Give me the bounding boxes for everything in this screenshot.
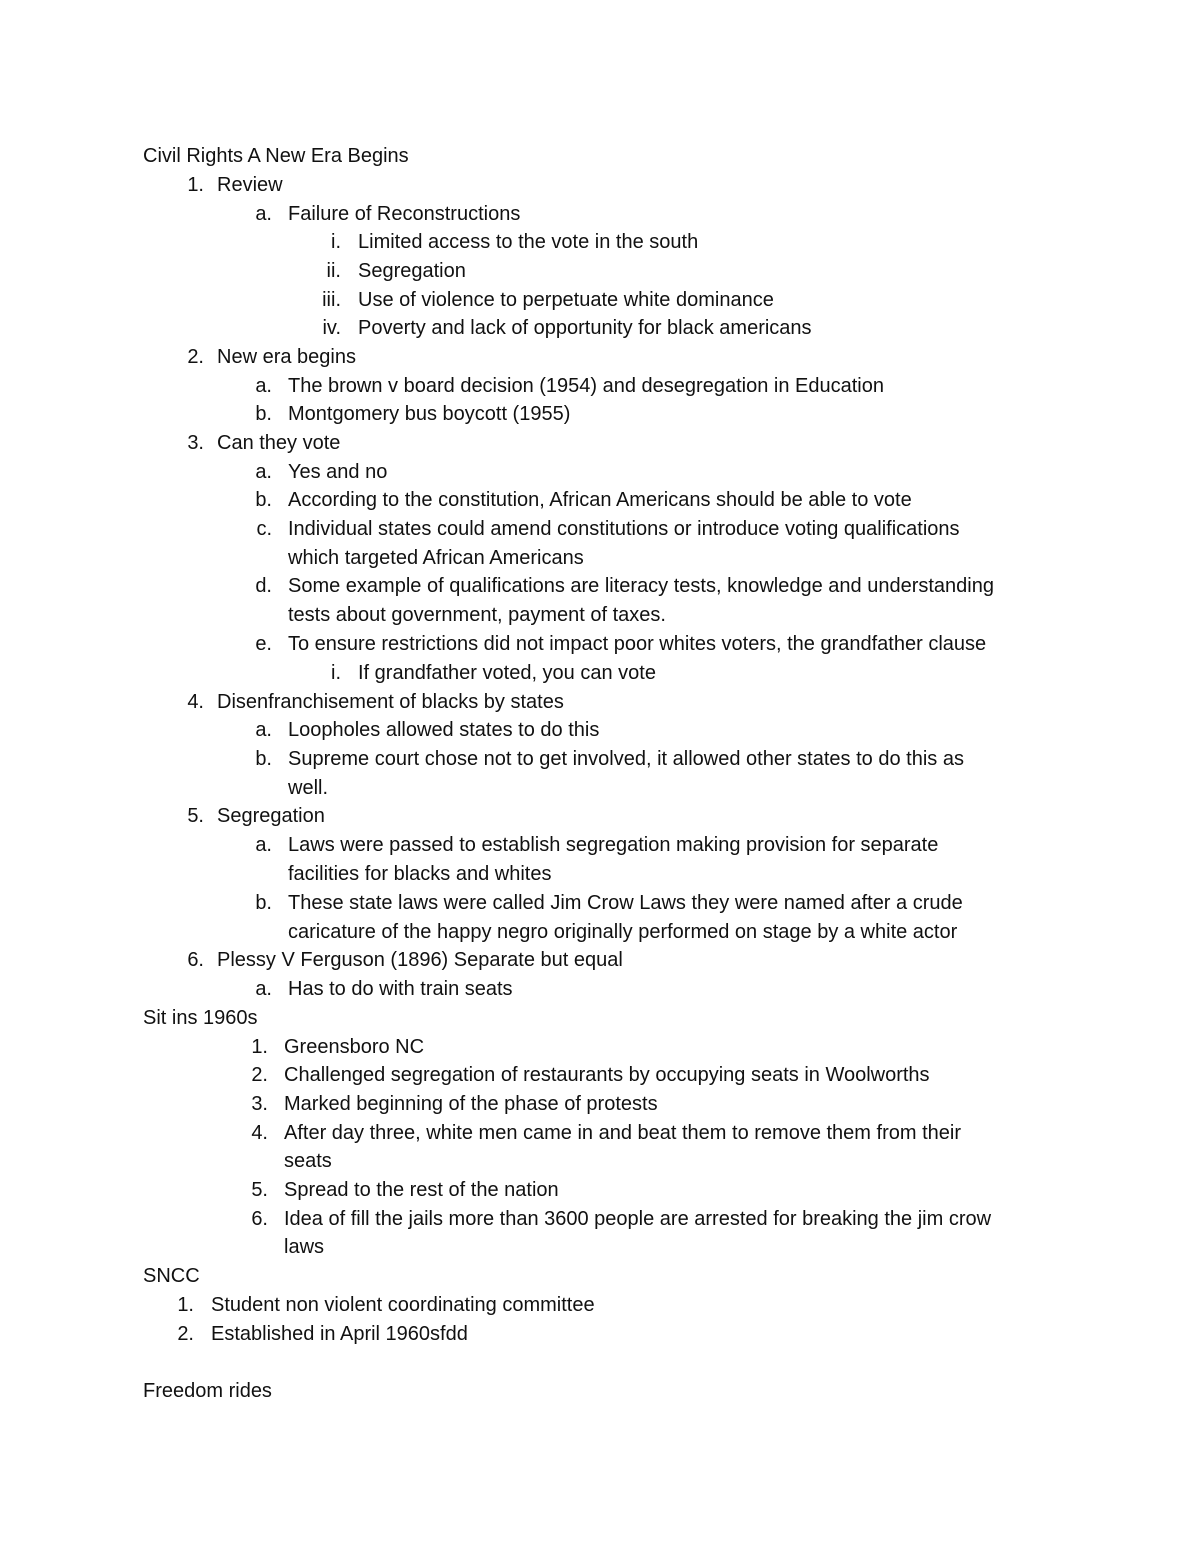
list-marker: 6. bbox=[251, 1208, 268, 1230]
list-item-continuation bbox=[0, 1147, 1200, 1175]
list-item-text: seats bbox=[284, 1150, 332, 1172]
list-marker: a. bbox=[255, 719, 272, 741]
section-heading bbox=[0, 1004, 1200, 1032]
list-marker: a. bbox=[255, 461, 272, 483]
list-marker: 6. bbox=[187, 949, 204, 971]
list-item bbox=[0, 400, 1200, 428]
list-marker: a. bbox=[255, 834, 272, 856]
list-item-text: The brown v board decision (1954) and desegregation in Education bbox=[288, 375, 884, 397]
list-marker: ii. bbox=[326, 260, 341, 282]
list-item-text: Supreme court chose not to get involved, it allowed other states to do this as bbox=[288, 748, 964, 770]
list-item-text: Segregation bbox=[217, 805, 325, 827]
list-item-text: Limited access to the vote in the south bbox=[358, 231, 699, 253]
list-marker: b. bbox=[255, 748, 272, 770]
list-item-text: Use of violence to perpetuate white dominance bbox=[358, 289, 774, 311]
list-item bbox=[0, 228, 1200, 256]
section-title: Freedom rides bbox=[143, 1380, 272, 1402]
section-title: Sit ins 1960s bbox=[143, 1007, 258, 1029]
list-item bbox=[0, 458, 1200, 486]
list-marker: 1. bbox=[251, 1036, 268, 1058]
list-item-text: New era begins bbox=[217, 346, 356, 368]
list-item bbox=[0, 889, 1200, 917]
list-item bbox=[0, 1119, 1200, 1147]
list-marker: i. bbox=[331, 231, 341, 253]
list-marker: a. bbox=[255, 375, 272, 397]
list-item bbox=[0, 200, 1200, 228]
list-item-text: If grandfather voted, you can vote bbox=[358, 662, 656, 684]
list-marker: 2. bbox=[251, 1064, 268, 1086]
list-item bbox=[0, 286, 1200, 314]
list-item-text: Individual states could amend constitutions or introduce voting qualifications bbox=[288, 518, 960, 540]
list-marker: 2. bbox=[177, 1323, 194, 1345]
list-item-continuation bbox=[0, 601, 1200, 629]
list-marker: e. bbox=[255, 633, 272, 655]
list-item-text: Can they vote bbox=[217, 432, 341, 454]
list-item-text: Marked beginning of the phase of protests bbox=[284, 1093, 658, 1115]
list-item bbox=[0, 1033, 1200, 1061]
list-item-text: Yes and no bbox=[288, 461, 388, 483]
list-item-text: Idea of fill the jails more than 3600 people are arrested for breaking the jim crow bbox=[284, 1208, 992, 1230]
list-item bbox=[0, 572, 1200, 600]
list-item bbox=[0, 429, 1200, 457]
list-marker: d. bbox=[255, 575, 272, 597]
list-marker: 3. bbox=[251, 1093, 268, 1115]
list-item bbox=[0, 659, 1200, 687]
list-item-text: Segregation bbox=[358, 260, 466, 282]
list-item bbox=[0, 171, 1200, 199]
list-item-text: well. bbox=[288, 777, 329, 799]
list-item-text: Failure of Reconstructions bbox=[288, 203, 521, 225]
list-item-text: According to the constitution, African Americans should be able to vote bbox=[288, 489, 912, 511]
list-item-continuation bbox=[0, 774, 1200, 802]
list-marker: i. bbox=[331, 662, 341, 684]
list-item-text: Student non violent coordinating committee bbox=[211, 1294, 595, 1316]
list-item-text: Spread to the rest of the nation bbox=[284, 1179, 559, 1201]
list-item-text: Challenged segregation of restaurants by occupying seats in Woolworths bbox=[284, 1064, 930, 1086]
list-marker: 5. bbox=[187, 805, 204, 827]
list-marker: b. bbox=[255, 403, 272, 425]
list-item bbox=[0, 372, 1200, 400]
list-item-continuation bbox=[0, 860, 1200, 888]
list-marker: 3. bbox=[187, 432, 204, 454]
list-item bbox=[0, 630, 1200, 658]
list-item bbox=[0, 975, 1200, 1003]
section-heading bbox=[0, 1377, 1200, 1405]
list-item-text: Laws were passed to establish segregation making provision for separate bbox=[288, 834, 939, 856]
list-item-text: caricature of the happy negro originally performed on stage by a white actor bbox=[288, 921, 958, 943]
list-marker: b. bbox=[255, 892, 272, 914]
list-item bbox=[0, 831, 1200, 859]
list-marker: iii. bbox=[322, 289, 341, 311]
list-item bbox=[0, 486, 1200, 514]
list-item-text: laws bbox=[284, 1236, 325, 1258]
list-item bbox=[0, 1320, 1200, 1348]
list-marker: 5. bbox=[251, 1179, 268, 1201]
list-item bbox=[0, 314, 1200, 342]
list-item-text: facilities for blacks and whites bbox=[288, 863, 552, 885]
list-item-text: which targeted African Americans bbox=[288, 547, 584, 569]
list-item bbox=[0, 802, 1200, 830]
list-marker: iv. bbox=[322, 317, 341, 339]
list-item-text: Disenfranchisement of blacks by states bbox=[217, 691, 564, 713]
list-item bbox=[0, 1061, 1200, 1089]
section-heading bbox=[0, 1262, 1200, 1290]
list-item bbox=[0, 688, 1200, 716]
section-title: Civil Rights A New Era Begins bbox=[143, 145, 409, 167]
list-marker: c. bbox=[256, 518, 272, 540]
list-item bbox=[0, 1291, 1200, 1319]
list-item-text: Greensboro NC bbox=[284, 1036, 425, 1058]
list-item bbox=[0, 1090, 1200, 1118]
list-marker: a. bbox=[255, 978, 272, 1000]
list-item-text: After day three, white men came in and beat them to remove them from their bbox=[284, 1122, 961, 1144]
list-marker: 1. bbox=[177, 1294, 194, 1316]
list-item bbox=[0, 716, 1200, 744]
list-marker: 4. bbox=[251, 1122, 268, 1144]
list-item-text: Montgomery bus boycott (1955) bbox=[288, 403, 571, 425]
list-item-text: To ensure restrictions did not impact poor whites voters, the grandfather clause bbox=[288, 633, 987, 655]
list-item-text: Established in April 1960sfdd bbox=[211, 1323, 468, 1345]
list-item-continuation bbox=[0, 918, 1200, 946]
list-item bbox=[0, 515, 1200, 543]
list-item bbox=[0, 1176, 1200, 1204]
list-marker: 1. bbox=[187, 174, 204, 196]
list-marker: b. bbox=[255, 489, 272, 511]
list-item bbox=[0, 946, 1200, 974]
list-item-continuation bbox=[0, 1233, 1200, 1261]
list-item-text: Has to do with train seats bbox=[288, 978, 513, 1000]
list-item-text: tests about government, payment of taxes. bbox=[288, 604, 666, 626]
list-item-text: Some example of qualifications are literacy tests, knowledge and understanding bbox=[288, 575, 994, 597]
section-heading bbox=[0, 142, 1200, 170]
list-marker: 2. bbox=[187, 346, 204, 368]
list-marker: 4. bbox=[187, 691, 204, 713]
list-item bbox=[0, 745, 1200, 773]
list-item bbox=[0, 257, 1200, 285]
list-item-text: Poverty and lack of opportunity for black americans bbox=[358, 317, 812, 339]
list-marker: a. bbox=[255, 203, 272, 225]
list-item bbox=[0, 1205, 1200, 1233]
list-item bbox=[0, 343, 1200, 371]
list-item-continuation bbox=[0, 544, 1200, 572]
list-item-text: Plessy V Ferguson (1896) Separate but equal bbox=[217, 949, 623, 971]
section-title: SNCC bbox=[143, 1265, 200, 1287]
list-item-text: Loopholes allowed states to do this bbox=[288, 719, 600, 741]
list-item-text: These state laws were called Jim Crow Laws they were named after a crude bbox=[288, 892, 963, 914]
list-item-text: Review bbox=[217, 174, 283, 196]
